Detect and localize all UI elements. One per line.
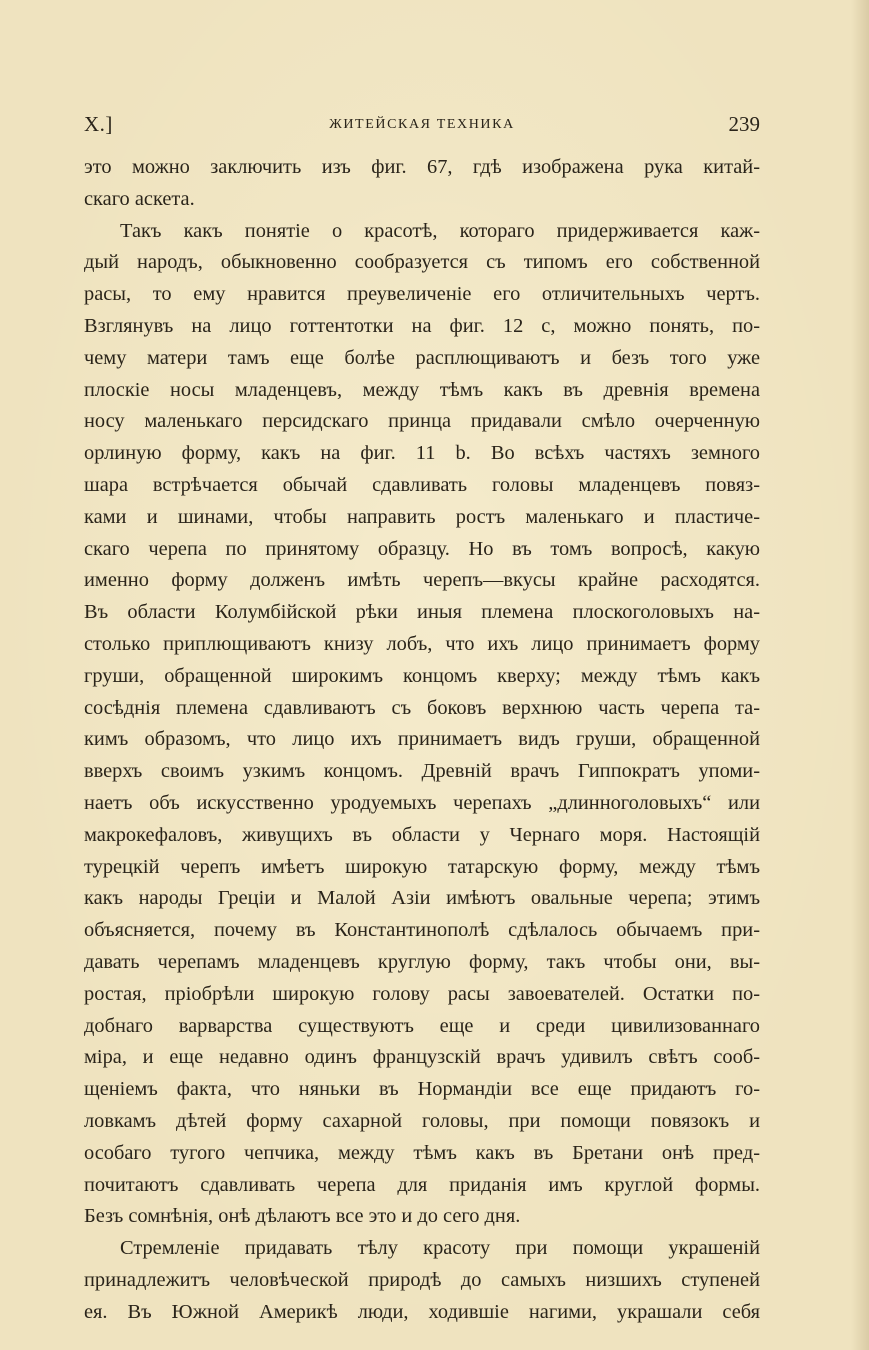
text-line: давать черепамъ младенцевъ круглую форму, такъ чтобы они, вы-: [84, 950, 760, 973]
text-line: ками и шинами, чтобы направить ростъ маленькаго и пластиче-: [84, 505, 760, 528]
text-line: міра, и еще недавно одинъ французскій врачъ удивилъ свѣтъ сооб-: [84, 1046, 760, 1069]
text-line: плоскіе носы младенцевъ, между тѣмъ какъ въ древнія времена: [84, 378, 760, 401]
text-line: столько приплющиваютъ книзу лобъ, что ихъ лицо принимаетъ форму: [84, 632, 760, 655]
running-title: ЖИТЕЙСКАЯ ТЕХНИКА: [329, 117, 515, 132]
text-line: объясняется, почему въ Константинополѣ сдѣлалось обычаемъ при-: [84, 919, 760, 942]
text-line: это можно заключить изъ фиг. 67, гдѣ изображена рука китай-: [84, 156, 760, 178]
text-line: турецкій черепъ имѣетъ широкую татарскую форму, между тѣмъ: [84, 855, 760, 878]
text-line: груши, обращенной широкимъ концомъ кверху; между тѣмъ какъ: [84, 664, 760, 687]
page-number: 239: [728, 112, 760, 136]
text-line: принадлежитъ человѣческой природѣ до самыхъ низшихъ ступеней: [84, 1268, 760, 1291]
text-line: наетъ объ искусственно уродуемыхъ черепахъ „длинноголовыхъ“ или: [84, 791, 760, 814]
text-line: сосѣднія племена сдавливаютъ съ боковъ верхнюю часть черепа та-: [84, 696, 760, 719]
text-line: почитаютъ сдавливать черепа для приданія имъ круглой формы.: [84, 1173, 760, 1196]
text-line: орлиную форму, какъ на фиг. 11 b. Во всѣхъ частяхъ земного: [84, 442, 760, 465]
text-line: особаго тугого чепчика, между тѣмъ какъ въ Бретани онѣ пред-: [84, 1141, 760, 1164]
text-line: вверхъ своимъ узкимъ концомъ. Древній врачъ Гиппократъ упоми-: [84, 760, 760, 783]
text-line: расы, то ему нравится преувеличеніе его отличительныхъ чертъ.: [84, 283, 760, 306]
text-line: добнаго варварства существуютъ еще и среди цивилизованнаго: [84, 1014, 760, 1037]
text-line: шара встрѣчается обычай сдавливать головы младенцевъ повяз-: [84, 473, 760, 496]
text-line: щеніемъ факта, что няньки въ Нормандіи все еще придаютъ го-: [84, 1078, 760, 1101]
text-line: дый народъ, обыкновенно сообразуется съ типомъ его собственной: [84, 251, 760, 274]
text-line: макрокефаловъ, живущихъ въ области у Чернаго моря. Настоящій: [84, 823, 760, 846]
text-line: носу маленькаго персидскаго принца придавали смѣло очерченную: [84, 410, 760, 433]
text-line: скаго аскета.: [84, 187, 195, 210]
chapter-marker: X.]: [84, 112, 113, 136]
text-line: чему матери тамъ еще болѣе расплющиваютъ и безъ того уже: [84, 346, 760, 369]
text-line: кимъ образомъ, что лицо ихъ принимаетъ видъ груши, обращенной: [84, 728, 760, 751]
text-line: Въ области Колумбійской рѣки иныя племена плоскоголовыхъ на-: [84, 601, 760, 624]
text-line: ловкамъ дѣтей форму сахарной головы, при помощи повязокъ и: [84, 1109, 760, 1132]
running-header: [84, 112, 760, 142]
text-line: какъ народы Греціи и Малой Азіи имѣютъ овальные черепа; этимъ: [84, 887, 760, 910]
page-edge-shadow: [851, 0, 869, 1350]
text-line: Безъ сомнѣнія, онѣ дѣлаютъ все это и до сего дня.: [84, 1205, 521, 1228]
text-line: именно форму долженъ имѣть черепъ—вкусы крайне расходятся.: [84, 569, 760, 592]
text-line: Такъ какъ понятіе о красотѣ, котораго придерживается каж-: [120, 219, 760, 242]
text-line: Стремленіе придавать тѣлу красоту при помощи украшеній: [120, 1237, 760, 1260]
text-line: Взглянувъ на лицо готтентотки на фиг. 12 c, можно понять, по-: [84, 314, 760, 337]
body-text: [84, 152, 760, 1328]
text-line: ростая, пріобрѣли широкую голову расы завоевателей. Остатки по-: [84, 982, 760, 1005]
text-line: ея. Въ Южной Америкѣ люди, ходившіе нагими, украшали себя: [84, 1300, 760, 1323]
text-line: скаго черепа по принятому образцу. Но въ томъ вопросѣ, какую: [84, 537, 760, 560]
